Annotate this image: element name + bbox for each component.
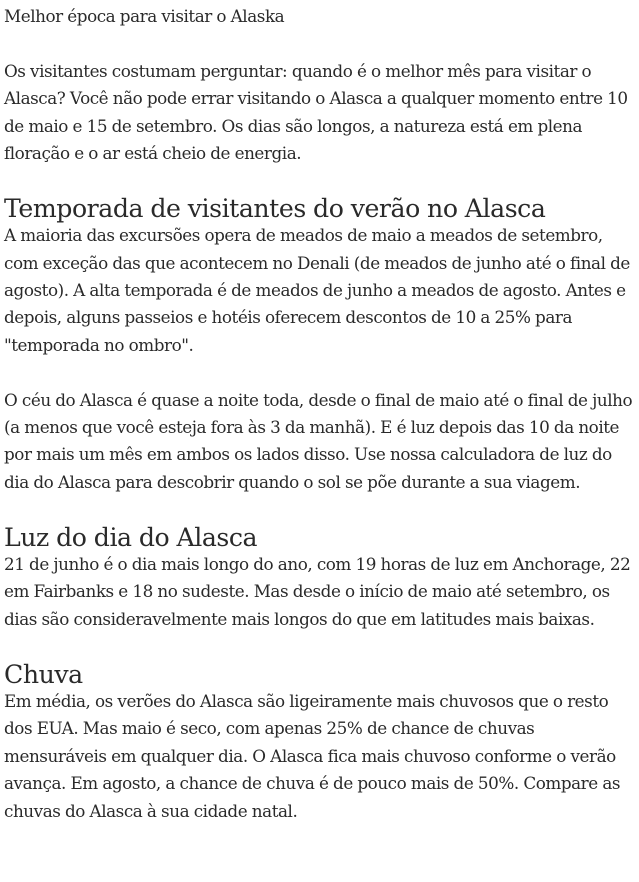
summer-season-paragraph: A maioria das excursões opera de meados de maio a meados de setembro, com exceção das que acontecem no Denali (de meados de junho até o final de agosto). A alta temporada é de meados de junho a meados de agosto. Antes e depois, alguns passeios e hotéis oferecem descontos de 10 a 25% para "temporada no ombro". [4, 225, 630, 355]
summer-season-heading: Temporada de visitantes do verão no Alasca [4, 193, 546, 223]
intro-paragraph: Os visitantes costumam perguntar: quando é o melhor mês para visitar o Alasca? Você não pode errar visitando o Alasca a qualquer momento entre 10 de maio e 15 de setembro. Os dias são longos, a natureza está em plena floração e o ar está cheio de energia. [4, 60, 628, 164]
rain-paragraph: Em média, os verões do Alasca são ligeiramente mais chuvosos que o resto dos EUA. Mas maio é seco, com apenas 25% de chance de chuvas mensuráveis em qualquer dia. O Alasca fica mais chuvoso conforme o verão avança. Em agosto, a chance de chuva é de pouco mais de 50%. Compare as chuvas do Alasca à sua cidade natal. [4, 691, 621, 821]
rain-heading: Chuva [4, 659, 83, 689]
intro-section [4, 58, 633, 168]
night-sky-section [4, 387, 633, 497]
page-title: Melhor época para visitar o Alaska [4, 6, 285, 26]
night-sky-paragraph: O céu do Alasca é quase a noite toda, desde o final de maio até o final de julho (a menos que você esteja fora às 3 da manhã). E é luz depois das 10 da noite por mais um mês em ambos os lados disso. Use nossa calculadora de luz do dia do Alasca para descobrir quando o sol se põe durante a sua viagem. [4, 389, 633, 492]
daylight-paragraph: 21 de junho é o dia mais longo do ano, com 19 horas de luz em Anchorage, 22 em Fairbanks e 18 no sudeste. Mas desde o início de maio até setembro, os dias são consideravelmente mais longos do que em latitudes mais baixas. [4, 554, 631, 629]
rain-section [4, 661, 633, 825]
summer-season-section [4, 195, 633, 359]
daylight-section [4, 524, 633, 634]
daylight-heading: Luz do dia do Alasca [4, 522, 258, 552]
